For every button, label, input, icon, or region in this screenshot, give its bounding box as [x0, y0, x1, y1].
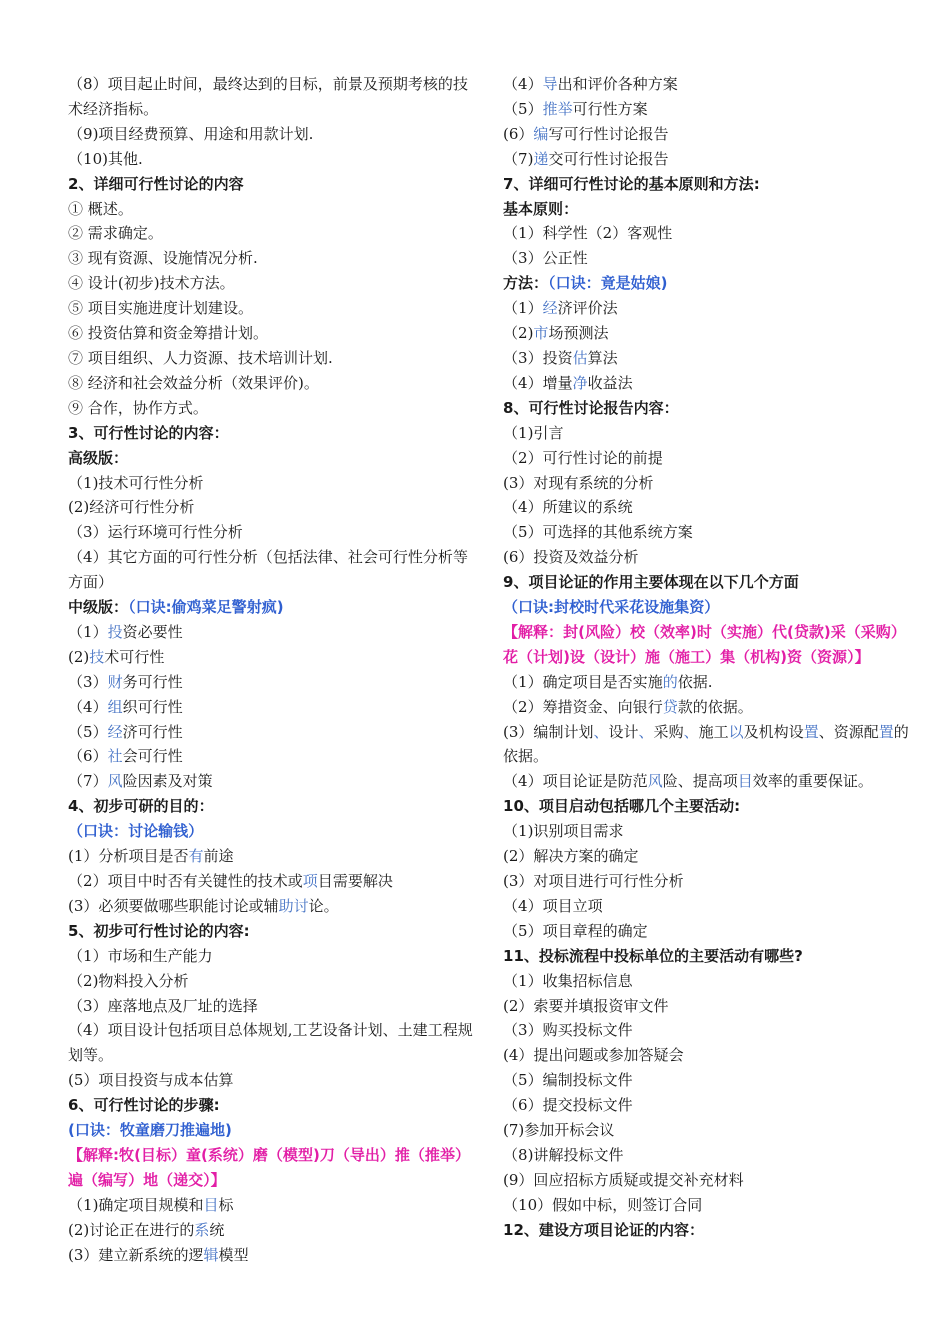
right-line-33: 11、投标流程中投标单位的主要活动有哪些?	[503, 946, 803, 965]
right-line-19: (6）投资及效益分析	[503, 548, 639, 567]
left-line-5: ② 需求确定。	[68, 224, 163, 243]
left-line-37: (5）项目投资与成本估算	[68, 1071, 234, 1090]
left-line-36: （4）项目设计包括项目总体规划,工艺设备计划、土建工程规划等。	[68, 1021, 473, 1065]
left-line-27: 4、初步可研的目的：	[68, 797, 214, 816]
right-line-2: (6）编写可行性讨论报告	[503, 124, 669, 143]
right-line-14: （1)引言	[503, 423, 564, 442]
right-column	[503, 72, 913, 1243]
right-line-7: （3）公正性	[503, 249, 588, 268]
right-line-38: （5）编制投标文件	[503, 1071, 633, 1090]
left-line-30: （2）项目中时否有关键性的技术或项目需要解决	[68, 872, 393, 890]
left-line-17: （3）运行环境可行性分析	[68, 523, 243, 542]
right-line-0: （4）导出和评价各种方案	[503, 75, 678, 93]
left-line-7: ④ 设计(初步)技术方法。	[68, 274, 235, 293]
right-line-16: (3）对现有系统的分析	[503, 473, 654, 492]
right-line-32: （5）项目章程的确定	[503, 921, 648, 940]
right-line-21: （口诀:封校时代采花设施集资）	[503, 598, 720, 617]
left-line-21: (2)技术可行性	[68, 647, 165, 666]
left-line-15: （1)技术可行性分析	[68, 473, 204, 492]
left-line-39: (口诀：牧童磨刀推遍地)	[68, 1121, 232, 1140]
right-line-43: （10）假如中标，则签订合同	[503, 1195, 703, 1214]
left-line-4: ① 概述。	[68, 199, 133, 218]
left-line-28: （口诀：讨论输钱）	[68, 822, 204, 841]
left-line-12: ⑨ 合作，协作方式。	[68, 398, 208, 417]
left-line-23: （4）组织可行性	[68, 697, 183, 716]
left-line-9: ⑥ 投资估算和资金筹措计划。	[68, 324, 268, 343]
right-line-22: 【解释：封(风险）校（效率)时（实施）代(贷款)采（采购）花（计划)设（设计）施（施工）集（机构)资（资源）】	[503, 622, 906, 666]
left-line-18: （4）其它方面的可行性分析（包括法律、社会可行性分析等方面）	[68, 548, 468, 592]
left-line-34: （2)物料投入分析	[68, 971, 189, 990]
left-line-32: 5、初步可行性讨论的内容:	[68, 921, 250, 940]
right-line-11: （3）投资估算法	[503, 348, 618, 367]
left-line-2: （10)其他.	[68, 149, 143, 168]
left-line-10: ⑦ 项目组织、人力资源、技术培训计划.	[68, 348, 333, 367]
left-line-16: (2)经济可行性分析	[68, 498, 195, 517]
right-line-4: 7、详细可行性讨论的基本原则和方法:	[503, 174, 760, 193]
right-line-10: （2)市场预测法	[503, 324, 609, 343]
right-line-3: （7)递交可行性讨论报告	[503, 149, 669, 168]
left-line-41: （1)确定项目规模和目标	[68, 1195, 234, 1214]
right-line-17: （4）所建议的系统	[503, 498, 633, 517]
right-line-15: （2）可行性讨论的前提	[503, 448, 663, 467]
right-line-39: （6）提交投标文件	[503, 1096, 633, 1115]
left-line-19: 中级版：（口诀:偷鸡菜足警射疯)	[68, 598, 284, 617]
right-line-30: (3）对项目进行可行性分析	[503, 872, 684, 890]
right-line-35: (2）索要并填报资审文件	[503, 996, 669, 1015]
left-line-26: （7）风险因素及对策	[68, 772, 213, 791]
left-line-14: 高级版：	[68, 448, 129, 467]
right-line-37: (4）提出问题或参加答疑会	[503, 1046, 684, 1065]
right-line-24: （2）筹措资金、向银行贷款的依据。	[503, 697, 753, 716]
left-line-31: (3）必须要做哪些职能讨论或辅助讨论。	[68, 896, 339, 915]
right-line-18: （5）可选择的其他系统方案	[503, 523, 693, 542]
right-line-8: 方法：（口诀：竟是姑娘)	[503, 274, 668, 293]
left-line-6: ③ 现有资源、设施情况分析.	[68, 249, 258, 268]
right-line-6: （1）科学性（2）客观性	[503, 224, 673, 243]
right-line-26: （4）项目论证是防范风险、提高项目效率的重要保证。	[503, 772, 873, 791]
right-line-25: (3）编制计划、设计、采购、施工以及机构设置、资源配置的依据。	[503, 722, 909, 766]
right-line-23: （1）确定项目是否实施的依据.	[503, 672, 713, 691]
left-line-8: ⑤ 项目实施进度计划建设。	[68, 299, 253, 318]
left-line-24: （5）经济可行性	[68, 722, 183, 741]
left-line-43: (3）建立新系统的逻辑模型	[68, 1245, 249, 1264]
left-line-1: （9)项目经费预算、用途和用款计划.	[68, 124, 314, 143]
right-line-12: （4）增量净收益法	[503, 373, 633, 392]
left-line-42: (2)讨论正在进行的系统	[68, 1220, 225, 1239]
left-line-40: 【解释:牧(目标）童(系统）磨（模型)刀（导出）推（推举）遍（编写）地（递交）】	[68, 1145, 470, 1189]
right-line-40: (7)参加开标会议	[503, 1121, 615, 1140]
right-line-28: （1)识别项目需求	[503, 822, 624, 841]
right-line-9: （1）经济评价法	[503, 299, 618, 318]
left-column	[68, 72, 476, 1268]
right-line-5: 基本原则：	[503, 199, 579, 218]
left-line-20: （1）投资必要性	[68, 622, 183, 641]
right-line-13: 8、可行性讨论报告内容：	[503, 398, 679, 417]
right-line-31: （4）项目立项	[503, 896, 603, 915]
left-line-13: 3、可行性讨论的内容：	[68, 423, 229, 442]
left-line-11: ⑧ 经济和社会效益分析（效果评价)。	[68, 373, 319, 392]
left-line-33: （1）市场和生产能力	[68, 946, 213, 965]
left-line-38: 6、可行性讨论的步骤:	[68, 1096, 220, 1115]
right-line-42: (9）回应招标方质疑或提交补充材料	[503, 1170, 744, 1189]
right-line-41: （8)讲解投标文件	[503, 1145, 624, 1164]
right-line-29: (2）解决方案的确定	[503, 847, 639, 866]
right-line-20: 9、项目论证的作用主要体现在以下几个方面	[503, 573, 799, 592]
right-line-1: （5）推举可行性方案	[503, 99, 648, 118]
right-line-34: （1）收集招标信息	[503, 971, 633, 990]
right-line-44: 12、建设方项目论证的内容：	[503, 1220, 705, 1239]
left-line-29: (1）分析项目是否有前途	[68, 847, 234, 866]
left-line-0: （8）项目起止时间，最终达到的目标，前景及预期考核的技术经济指标。	[68, 75, 468, 118]
left-line-22: （3）财务可行性	[68, 672, 183, 691]
left-line-25: （6）社会可行性	[68, 747, 183, 766]
right-line-36: （3）购买投标文件	[503, 1021, 633, 1040]
left-line-35: （3）座落地点及厂址的选择	[68, 996, 258, 1015]
right-line-27: 10、项目启动包括哪几个主要活动:	[503, 797, 741, 816]
left-line-3: 2、详细可行性讨论的内容	[68, 174, 244, 193]
